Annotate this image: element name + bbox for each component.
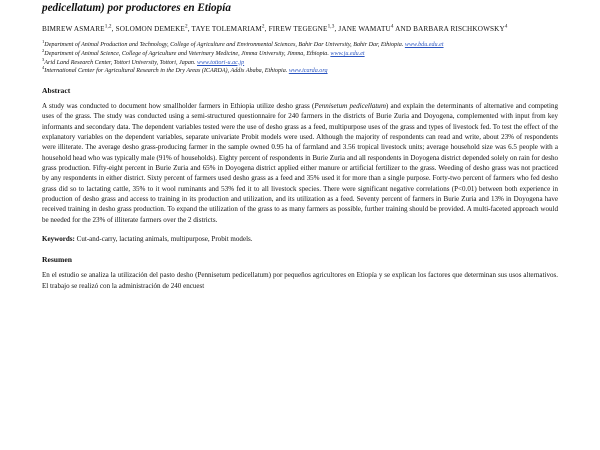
affiliation-marker: 1 xyxy=(42,39,45,45)
abstract-body xyxy=(42,101,558,225)
author-affil-marker: 1,2 xyxy=(104,23,112,30)
author-affil-marker: 2 xyxy=(261,23,265,30)
author-name: BIMREW ASMARE xyxy=(42,24,105,33)
affiliation-link[interactable]: www.icarda.org xyxy=(288,68,328,75)
resumen-heading: Resumen xyxy=(42,255,72,265)
affiliation-text: Arid Land Research Center, Tottori University, Tottori, Japan. xyxy=(44,59,196,66)
author-affil-marker: 1,3 xyxy=(327,23,335,30)
affiliation-link[interactable]: www.bdu.edu.et xyxy=(404,42,444,49)
author-list: BIMREW ASMARE$^{1,2}$, SOLOMON DEMEKE$^2$, TAYE TOLEMARIAM$^2$, FIREW TEGEGNE$^{1,3}$, JANE WAMATU$^4$ AND BARBARA RISCHKOWSKY$^4$ xyxy=(42,23,508,33)
page-fade xyxy=(0,432,600,450)
author-name: BARBARA RISCHKOWSKY xyxy=(413,24,505,33)
abstract-text-rest: ) and explain the determinants of alternative and competing uses of the grass. The study was conducted using a semi-structured questionnaire for 240 farmers in the districts of Burie Zuria and Doyogena, complemented with input from key informants and secondary data. The dependent variables tested were the use of desho grass as a feed, multipurpose uses of the grass and types of livestock fed. To test the effect of the explanatory variables on the dependent variables, separate univariate Probit models were used. Although the majority of respondents can read and write, about 23% of respondents were illiterate. The average desho grass-producing farmer in the sample owned 0.95 ha of farmland and 3.56 tropical livestock units; average household size was 6.5 people with a household head who was typically male (91% of households). Eighty percent of respondents in Burie Zuria and all respondents in Doyogena district depended solely on rain for desho grass production. Fifty-eight percent in Burie Zuria and 65% in Doyogena district applied either manure or artificial fertilizer to the grass. Weeding of desho grass was not practiced by any respondents in either district. Sixty percent of farmers used desho grass as a feed and 35% used it for more than a single purpose. Forty-two percent of farmers who fed desho grass did so to lactating cattle, 35% to it wool ruminants and 53% fed it to all livestock species. There were significant negative correlations (P<0.01) between both experience in production of desho grass and access to training in its production and utilization, and its utilization as a feed. Seventy percent of farmers in Burie Zuria and 13% in Doyogena have received training in desho grass production. To expand the utilization of the grass to as many farmers as possible, further training should be provided. A multi-faceted approach would be needed for the 23% of illiterate farmers over the 2 districts. xyxy=(42,101,558,224)
abstract-text-lead: A study was conducted to document how smallholder farmers in Ethiopia utilize desho grass ( xyxy=(42,101,315,110)
author-name: JANE WAMATU xyxy=(338,24,391,33)
affiliation-link[interactable]: www.tottori-u.ac.jp xyxy=(197,59,245,66)
affiliation-text: International Center for Agricultural Research in the Dry Areas (ICARDA), Addis Ababa, Ethiopia. xyxy=(44,68,288,75)
affiliation-marker: 4 xyxy=(42,65,45,71)
affiliation-marker: 3 xyxy=(42,56,45,62)
affiliation-marker: 2 xyxy=(42,47,45,53)
affiliation-item xyxy=(42,47,558,59)
title-text: pedicellatum) por productores en Etiopía xyxy=(42,2,231,14)
author-affil-marker: 4 xyxy=(504,23,508,30)
abstract-heading: Abstract xyxy=(42,85,71,95)
abstract-species-name: Pennisetum pedicellatum xyxy=(314,101,386,110)
page-title xyxy=(42,0,558,16)
resumen-body xyxy=(42,270,558,291)
keywords-line xyxy=(42,234,558,244)
resumen-species-name: Pennisetum pedicellatum xyxy=(197,271,269,280)
author-name: TAYE TOLEMARIAM xyxy=(191,24,262,33)
affiliation-item xyxy=(42,56,558,71)
author-name: FIREW TEGEGNE xyxy=(268,24,328,33)
keywords-label: Keywords: xyxy=(42,235,75,244)
affiliation-link[interactable]: www.ju.edu.et xyxy=(330,51,365,58)
resumen-text-rest: ) por pequeños agricultores en Etiopía y se explican los factores que determinan sus usos alternativos. El trabajo se realizó con la administración de 240 encuest xyxy=(42,271,559,290)
author-affil-marker: 4 xyxy=(390,23,394,30)
affiliation-list xyxy=(42,41,558,76)
keywords-value: Cut-and-carry, lactating animals, multipurpose, Probit models. xyxy=(76,235,253,244)
resumen-text-lead: En el estudio se analiza la utilización del pasto desho ( xyxy=(42,271,198,280)
author-name: SOLOMON DEMEKE xyxy=(115,24,185,33)
affiliation-item xyxy=(42,41,558,50)
affiliation-item xyxy=(42,67,558,76)
affiliation-text: Department of Animal Science, College of Agriculture and Veterinary Medicine, Jimma University, Jimma, Ethiopia. xyxy=(44,51,329,58)
affiliation-text: Department of Animal Production and Technology, College of Agriculture and Environmental Sciences, Bahir Dar University, Bahir Dar, Ethiopia. xyxy=(44,42,404,49)
author-affil-marker: 2 xyxy=(184,23,188,30)
